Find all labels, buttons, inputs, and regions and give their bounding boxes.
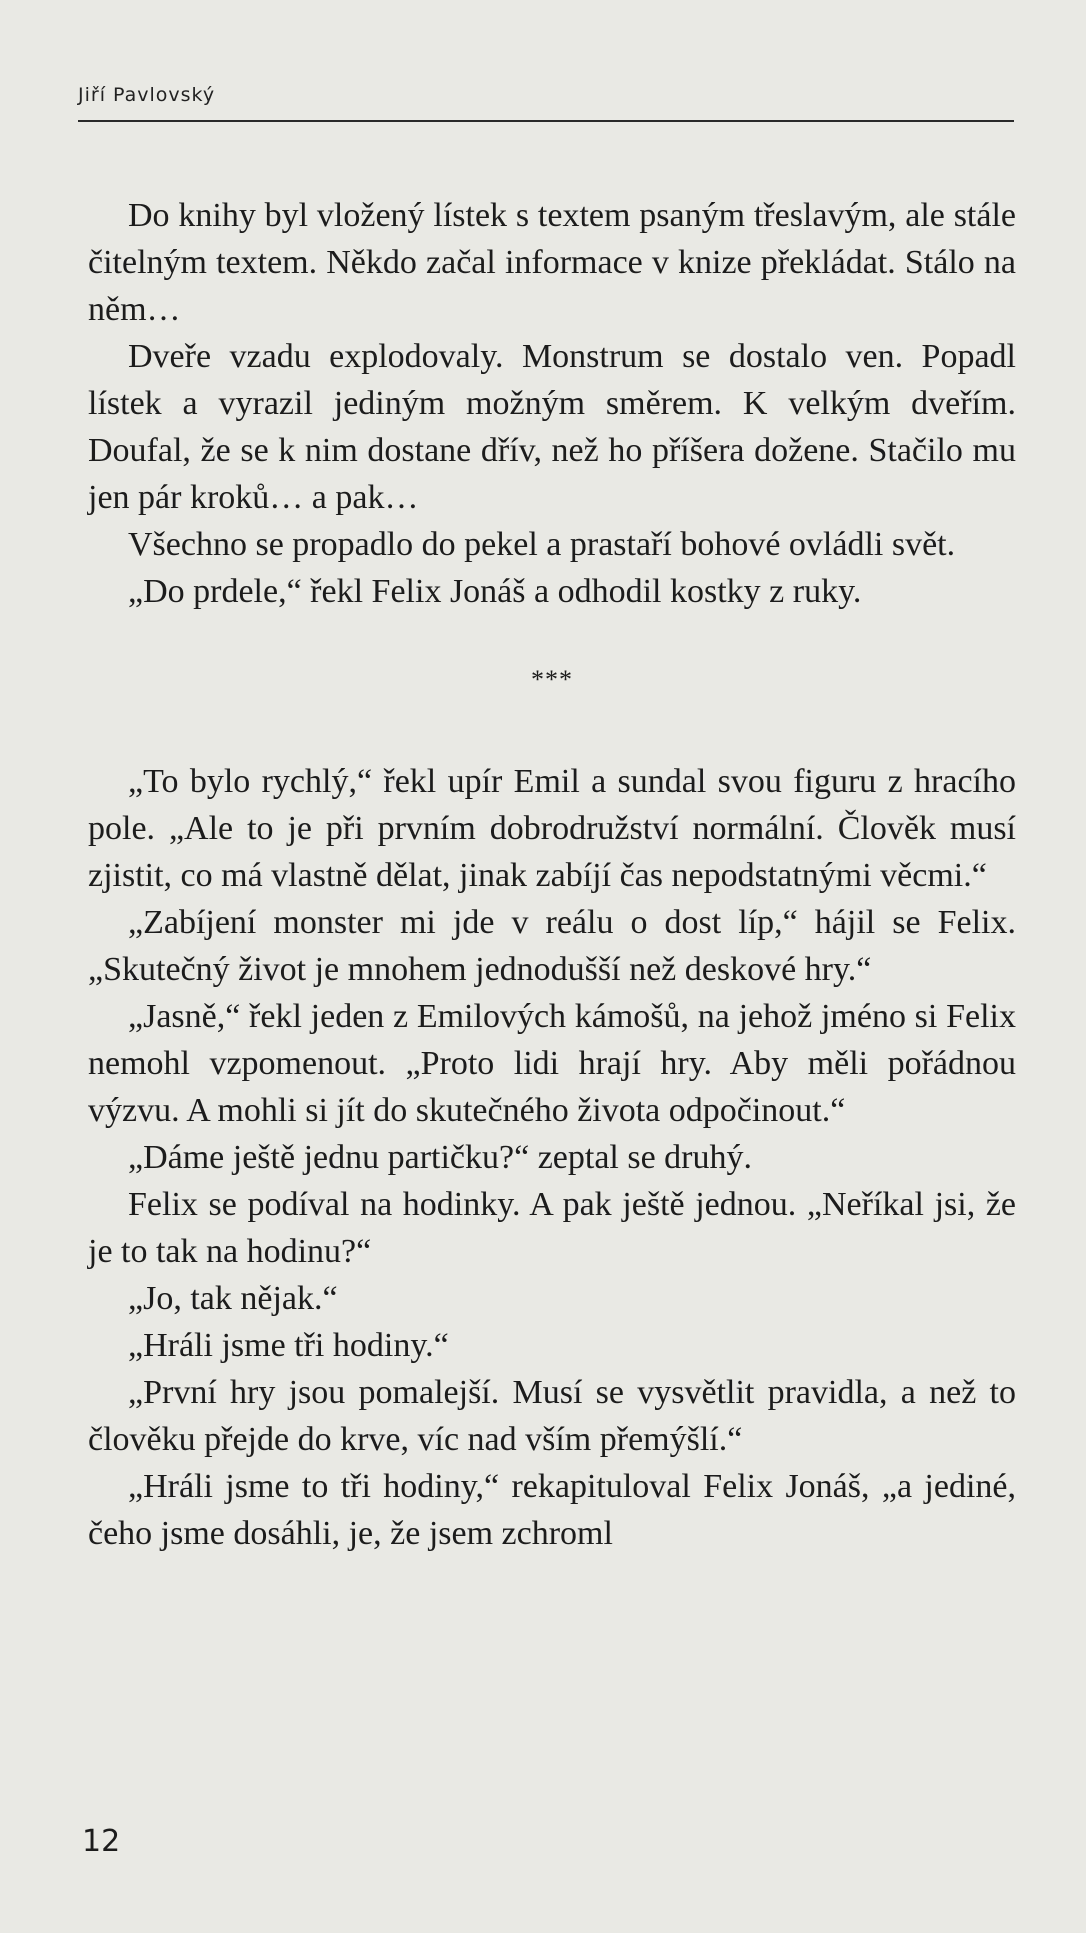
header-rule bbox=[78, 120, 1014, 122]
paragraph: „Hráli jsme tři hodiny.“ bbox=[128, 1327, 449, 1364]
paragraph: „První hry jsou pomalejší. Musí se vysvětlit pravidla, a než to člověku přejde do krve, víc nad vším přemýšlí.“ bbox=[88, 1374, 1016, 1458]
paragraph: „Jasně,“ řekl jeden z Emilových kámošů, na jehož jméno si Felix nemohl vzpomenout. „Proto lidi hrají hry. Aby měli pořádnou výzvu. A mohli si jít do skutečného života odpočinout.“ bbox=[88, 998, 1016, 1129]
running-header: Jiří Pavlovský bbox=[78, 84, 216, 106]
body-text bbox=[88, 192, 1016, 1557]
paragraph: Všechno se propadlo do pekel a prastaří bohové ovládli svět. bbox=[128, 526, 956, 563]
paragraph: „Dáme ještě jednu partičku?“ zeptal se druhý. bbox=[128, 1139, 753, 1176]
paragraph: „To bylo rychlý,“ řekl upír Emil a sundal svou figuru z hracího pole. „Ale to je při prvním dobrodružství normální. Člověk musí zjistit, co má vlastně dělat, jinak zabíjí čas nepodstatnými věcmi.“ bbox=[88, 763, 1016, 894]
paragraph: „Hráli jsme to tři hodiny,“ rekapituloval Felix Jonáš, „a jediné, čeho jsme dosáhli, je, že jsem zchroml bbox=[88, 1468, 1016, 1552]
paragraph: „Do prdele,“ řekl Felix Jonáš a odhodil kostky z ruky. bbox=[128, 573, 862, 610]
paragraph: „Zabíjení monster mi jde v reálu o dost líp,“ hájil se Felix. „Skutečný život je mnohem jednodušší než deskové hry.“ bbox=[88, 904, 1016, 988]
paragraph: Do knihy byl vložený lístek s textem psaným třeslavým, ale stále čitelným textem. Někdo začal informace v knize překládat. Stálo na něm… bbox=[88, 197, 1016, 328]
page-number: 12 bbox=[82, 1824, 121, 1859]
section-separator: *** bbox=[531, 665, 573, 694]
paragraph: Felix se podíval na hodinky. A pak ještě jednou. „Neříkal jsi, že je to tak na hodinu?“ bbox=[88, 1186, 1016, 1270]
paragraph: Dveře vzadu explodovaly. Monstrum se dostalo ven. Popadl lístek a vyrazil jediným možným směrem. K velkým dveřím. Doufal, že se k nim dostane dřív, než ho příšera dožene. Stačilo mu jen pár kroků… a pak… bbox=[88, 338, 1016, 516]
paragraph: „Jo, tak nějak.“ bbox=[128, 1280, 338, 1317]
